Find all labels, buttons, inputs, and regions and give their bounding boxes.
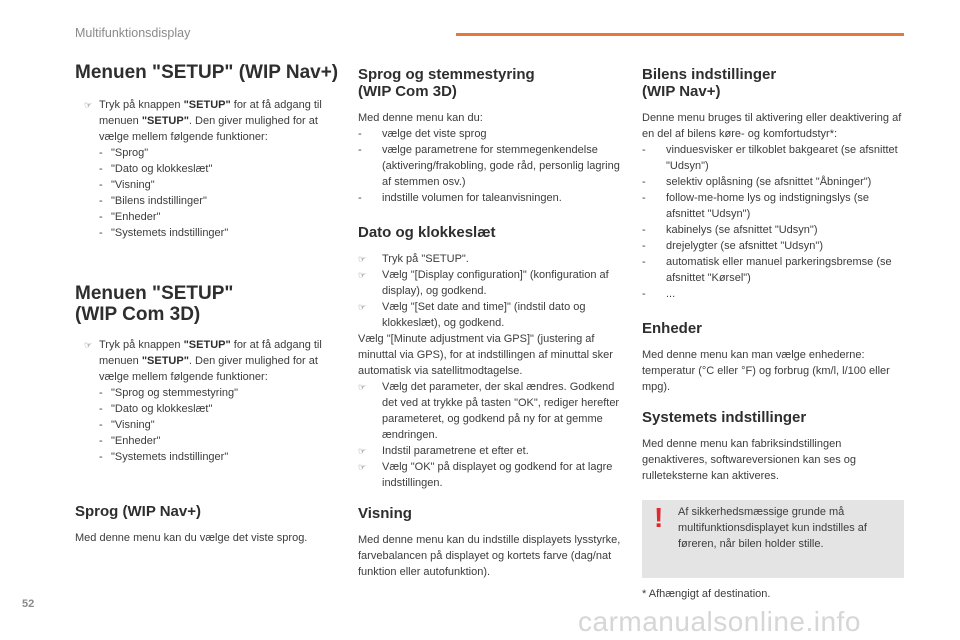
hand-pointer-icon: ☞ xyxy=(358,382,367,392)
watermark: carmanualsonline.info xyxy=(578,606,861,637)
list-item: - automatisk eller manuel parkeringsbremse (se afsnittet "Kørsel") xyxy=(642,256,892,284)
list-item: - "Sprog" xyxy=(99,147,149,159)
hand-pointer-icon: ☞ xyxy=(84,100,93,110)
list-item: - vælge parametrene for stemmegenkendelse (aktivering/frakobling, gode råd, personlig lagring af stemmen osv.) xyxy=(358,144,620,188)
section-body: Med denne menu kan man vælge enhederne: temperatur (°C eller °F) og forbrug (km/l, l/100 eller mpg). xyxy=(642,349,890,393)
notice-text: Af sikkerhedsmæssige grunde må multifunktionsdisplayet kun indstilles af føreren, når bilen holder stille. xyxy=(678,506,867,550)
section-title-language-voice: Sprog og stemmestyring (WIP Com 3D) xyxy=(358,66,535,100)
list-item: - "Enheder" xyxy=(99,435,161,447)
section-title-setup-nav: Menuen "SETUP" (WIP Nav+) xyxy=(75,62,339,83)
list-item: - "Systemets indstillinger" xyxy=(99,451,229,463)
exclamation-icon: ! xyxy=(654,502,664,533)
list-item: - "Visning" xyxy=(99,179,155,191)
section-body: Med denne menu kan du vælge det viste sprog. xyxy=(75,532,308,544)
list-item: - drejelygter (se afsnittet "Udsyn") xyxy=(642,240,823,252)
hand-pointer-icon: ☞ xyxy=(84,340,93,350)
list-item: - follow-me-home lys og indstigningslys (se afsnittet "Udsyn") xyxy=(642,192,869,220)
section-title-system-settings: Systemets indstillinger xyxy=(642,409,807,426)
instruction-step: ☞ Tryk på knappen "SETUP" for at få adgang til menuen "SETUP". Den giver mulighed for at vælge mellem følgende funktioner: - "Sprog og stemmestyring" - "Dato og klokkeslæt" - "Visning" - "Enheder" - "Systemets indstillinger" xyxy=(75,337,345,465)
instruction-step: ☞ Tryk på knappen "SETUP" for at få adgang til menuen "SETUP". Den giver mulighed for at vælge mellem følgende funktioner: - "Sprog" - "Dato og klokkeslæt" - "Visning" - "Bilens indstillinger" - "Enheder" - "Systemets indstillinger" xyxy=(75,97,345,241)
hand-pointer-icon: ☞ xyxy=(358,270,367,280)
section-intro: Denne menu bruges til aktivering eller deaktivering af en del af bilens køre- og komfortudstyr*: xyxy=(642,112,902,140)
instruction-step: ☞ Vælg "[Display configuration]" (konfiguration af display), og godkend. xyxy=(358,269,609,297)
page-number: 52 xyxy=(22,598,35,610)
list-item: - "Systemets indstillinger" xyxy=(99,227,229,239)
list-item: - "Bilens indstillinger" xyxy=(99,195,207,207)
list-item: - ... xyxy=(642,288,676,300)
section-title-setup-com3d: Menuen "SETUP" (WIP Com 3D) xyxy=(75,283,234,325)
section-title-vehicle-settings: Bilens indstillinger (WIP Nav+) xyxy=(642,66,777,100)
list-item: - "Visning" xyxy=(99,419,155,431)
section-body: Med denne menu kan fabriksindstillingen genaktiveres, softwareversionen kan ses og rulleteksterne kan aktiveres. xyxy=(642,438,857,482)
safety-notice xyxy=(642,500,904,578)
section-title-language-nav: Sprog (WIP Nav+) xyxy=(75,503,201,520)
section-title-units: Enheder xyxy=(642,320,703,337)
instruction-step: ☞ Vælg "OK" på displayet og godkend for at lagre indstillingen. xyxy=(358,461,613,489)
hand-pointer-icon: ☞ xyxy=(358,462,367,472)
running-header: Multifunktionsdisplay xyxy=(75,26,191,40)
hand-pointer-icon: ☞ xyxy=(358,302,367,312)
hand-pointer-icon: ☞ xyxy=(358,446,367,456)
section-paragraph: Vælg "[Minute adjustment via GPS]" (justering af minuttal via GPS), for at indstillingen af minuttal sker automatisk via satellitmodtagelse. xyxy=(358,333,613,377)
list-item: - "Sprog og stemmestyring" xyxy=(99,387,239,399)
column-3 xyxy=(642,62,904,484)
list-item: - "Dato og klokkeslæt" xyxy=(99,163,213,175)
header-accent-bar xyxy=(456,33,904,36)
list-item: - vælge det viste sprog xyxy=(358,128,487,140)
instruction-step: ☞ Indstil parametrene et efter et. xyxy=(358,445,529,457)
instruction-step: ☞ Vælg det parameter, der skal ændres. Godkend det ved at trykke på tasten "OK", rediger herefter parameteret, og godkend på ny for at gemme ændringen. xyxy=(358,381,620,441)
section-body: Med denne menu kan du indstille displayets lysstyrke, farvebalancen på displayet og kortets farve (dag/nat funktion eller autofunktion). xyxy=(358,534,621,578)
column-2 xyxy=(358,62,628,580)
section-intro: Med denne menu kan du: xyxy=(358,112,483,124)
instruction-step: ☞ Tryk på "SETUP". xyxy=(358,253,469,265)
section-title-date-time: Dato og klokkeslæt xyxy=(358,224,496,241)
list-item: - kabinelys (se afsnittet "Udsyn") xyxy=(642,224,818,236)
list-item: - "Dato og klokkeslæt" xyxy=(99,403,213,415)
list-item: - vinduesvisker er tilkoblet bakgearet (se afsnittet "Udsyn") xyxy=(642,144,898,172)
hand-pointer-icon: ☞ xyxy=(358,254,367,264)
list-item: - "Enheder" xyxy=(99,211,161,223)
list-item: - indstille volumen for taleanvisningen. xyxy=(358,192,562,204)
section-title-display: Visning xyxy=(358,505,412,522)
instruction-step: ☞ Vælg "[Set date and time]" (indstil dato og klokkeslæt), og godkend. xyxy=(358,301,586,329)
column-1 xyxy=(75,62,345,546)
list-item: - selektiv oplåsning (se afsnittet "Åbninger") xyxy=(642,176,872,188)
footnote: * Afhængigt af destination. xyxy=(642,588,771,600)
